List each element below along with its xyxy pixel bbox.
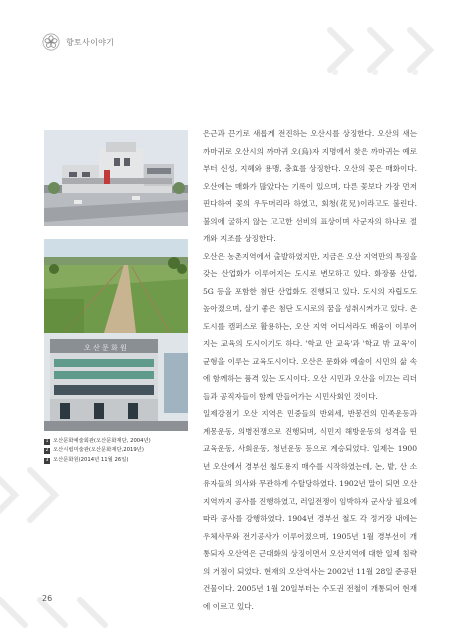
article-body [203, 125, 417, 615]
caption-number: 2 [45, 448, 49, 454]
section-title: 향토사이야기 [66, 37, 115, 47]
flower-emblem-icon [42, 33, 60, 51]
caption-item [44, 437, 194, 446]
caption-text: 오산시립미술관(오산문화재단,2019년) [53, 447, 144, 454]
building-sign: 오 산 문 화 원 [84, 344, 127, 352]
paragraph-symbols: 은근과 끈기로 새롭게 전진하는 오산시를 상징한다. 오산의 새는 까마귀로 오산시의 까마귀 오(烏)자 지명에서 찾은 까마귀는 예로부터 신성, 지혜와 용맹, 충효를 상징한다. 오산의 꽃은 매화이다. 오산에는 매화가 많았다는 기록이 있으며, 다른 꽃보다 가장 먼저 핀다하여 꽃의 우두머리라 하였고, 회청(花兄)이라고도 불린다. 불의에 굴하지 않는 고고한 선비의 표상이며 사군자의 하나로 절개와 지조를 상징한다. [203, 129, 417, 243]
caption-number: 3 [45, 457, 49, 463]
photo-arts-center [44, 130, 188, 226]
caption-item [44, 446, 194, 455]
photo-cultural-center [44, 333, 188, 431]
caption-item [44, 456, 194, 465]
caption-text: 오산문화예술회관(오산문화재단, 2004년) [53, 438, 151, 444]
page-header [42, 32, 114, 52]
photo-field-path [44, 239, 188, 333]
paragraph-history: 일제강점기 오산 지역은 민중들의 반외세, 반봉건의 민족운동과 계몽운동, 의병전쟁으로 진행되며, 식민지 해방운동의 성격을 띤 교육운동, 사회운동, 청년운동 등으로 계승되었다. 일제는 1900년 오산에서 경부선 철도용지 매수를 시작하였는데, 논, 밭, 산 소유자들의 의사와 무관하게 수탈당하였다. 1902년 말이 되면 오산지역까지 공사를 진행하였고, 러일전쟁이 임박하자 군사상 필요에 따라 공사를 강행하였다. 1904년 경부선 철도 각 정거장 내에는 우체사무와 전기공사가 이루어졌으며, 1905년 1월 경부선이 개통되자 오산역은 근대화의 상징이면서 오산지역에 대한 일제 침략의 거점이 되었다. 현재의 오산역사는 2002년 11월 28일 준공된 건물이다. 2005년 1월 20일부터는 수도권 전철이 개통되어 현재에 이르고 있다. [203, 409, 417, 611]
page-number: 26 [42, 594, 53, 603]
photo-captions [44, 437, 194, 465]
paragraph-city: 오산은 농촌지역에서 출발하였지만, 지금은 오산 지역만의 특징을 갖는 산업화가 이루어지는 도시로 변모하고 있다. 화장품 산업, 5G 등을 포함한 첨단 산업화도 진행되고 있다. 도시의 자립도도 높아졌으며, 살기 좋은 첨단 도시로의 꿈을 성취시켜가고 있다. 온 도시를 캠퍼스로 활용하는, 오산 지역 어디서라도 배움이 이루어지는 교육의 도시이기도 하다. '학교 안 교육'과 '학교 밖 교육'이 균형을 이루는 교육도시이다. 오산은 문화와 예술이 시민의 삶 속에 함께하는 품격 있는 도시이다. 오산 시민과 오산을 이끄는 리더들과 공직자들이 함께 만들어가는 시민사회인 것이다. [203, 251, 417, 401]
caption-number: 1 [45, 439, 49, 444]
caption-text: 오산문화원(2014년 11월 26일) [53, 456, 129, 463]
